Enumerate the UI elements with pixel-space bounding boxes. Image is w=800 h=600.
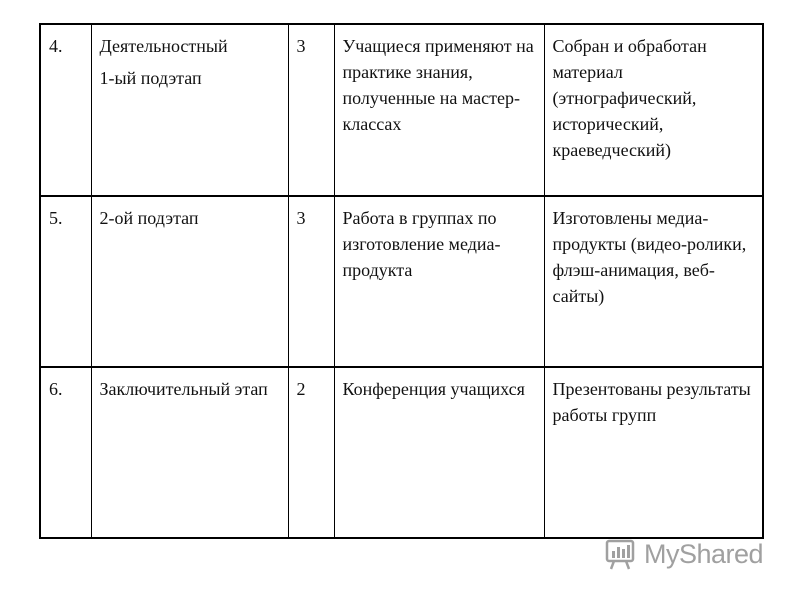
watermark-text: MyShared xyxy=(644,538,764,569)
substage-name: 1-ый подэтап xyxy=(99,68,202,88)
substage-name: 2-ой подэтап xyxy=(99,208,199,228)
stage-cell xyxy=(91,196,288,367)
row-number: 5. xyxy=(40,196,91,367)
result-cell: Собран и обработан материал (этнографический, исторический, краеведческий) xyxy=(544,24,763,196)
table-row xyxy=(40,24,763,196)
table-row xyxy=(40,196,763,367)
hours-cell: 3 xyxy=(288,196,334,367)
row-number: 4. xyxy=(40,24,91,196)
result-cell: Презентованы результаты работы групп xyxy=(544,367,763,538)
hours-cell: 3 xyxy=(288,24,334,196)
activity-cell: Работа в группах по изготовление медиа-продукта xyxy=(334,196,544,367)
stages-table xyxy=(39,23,764,539)
stage-cell xyxy=(91,24,288,196)
watermark xyxy=(604,536,763,572)
stage-name: Заключительный этап xyxy=(99,379,268,399)
hours-cell: 2 xyxy=(288,367,334,538)
row-number: 6. xyxy=(40,367,91,538)
activity-cell: Конференция учащихся xyxy=(334,367,544,538)
stage-name: Деятельностный xyxy=(99,36,228,56)
myshared-logo-icon xyxy=(604,537,638,571)
table-row xyxy=(40,367,763,538)
result-cell: Изготовлены медиа-продукты (видео-ролики, флэш-анимация, веб-сайты) xyxy=(544,196,763,367)
stage-cell xyxy=(91,367,288,538)
activity-cell: Учащиеся применяют на практике знания, полученные на мастер-классах xyxy=(334,24,544,196)
